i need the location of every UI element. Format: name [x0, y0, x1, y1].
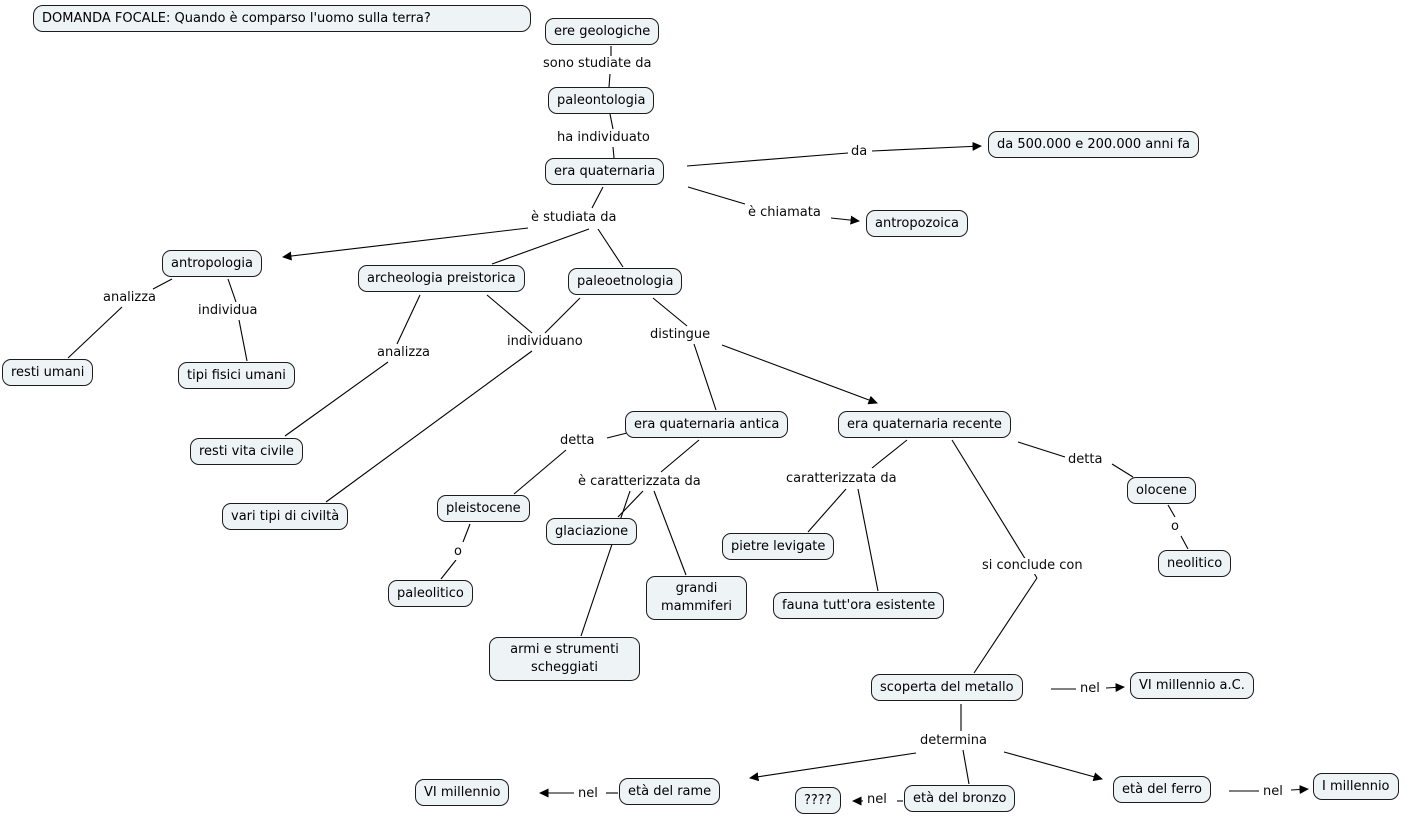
link-label-individuano: individuano [507, 334, 583, 349]
link-label-e-studiata-da: è studiata da [531, 210, 617, 225]
node-resti-umani[interactable]: resti umani [2, 359, 93, 386]
link-label-determina: determina [920, 733, 987, 748]
node-paleontologia[interactable]: paleontologia [548, 87, 654, 114]
node-era-quaternaria[interactable]: era quaternaria [545, 158, 664, 185]
link-label-nel-2: nel [578, 786, 598, 801]
link-label-nel-3: nel [867, 792, 887, 807]
link-label-o-2: o [1171, 519, 1179, 534]
node-paleolitico[interactable]: paleolitico [388, 580, 473, 607]
node-era-quaternaria-recente[interactable]: era quaternaria recente [838, 411, 1011, 438]
link-label-nel-1: nel [1080, 681, 1100, 696]
link-label-analizza-1: analizza [103, 290, 157, 305]
link-label-ha-individuato: ha individuato [557, 130, 650, 145]
node-vi-millennio[interactable]: VI millennio [415, 779, 509, 806]
link-label-e-chiamata: è chiamata [748, 205, 821, 220]
node-era-quaternaria-antica[interactable]: era quaternaria antica [625, 411, 788, 438]
link-label-nel-4: nel [1263, 784, 1283, 799]
node-eta-del-bronzo[interactable]: età del bronzo [904, 785, 1015, 812]
link-label-detta-1: detta [560, 433, 595, 448]
node-olocene[interactable]: olocene [1127, 477, 1196, 504]
focal-question-box: DOMANDA FOCALE: Quando è comparso l'uomo sulla terra? [33, 5, 531, 32]
node-armi-e-strumenti-scheggiati[interactable]: armi e strumenti scheggiati [489, 637, 640, 681]
node-fauna-tuttora-esistente[interactable]: fauna tutt'ora esistente [773, 592, 944, 619]
node-pietre-levigate[interactable]: pietre levigate [722, 533, 834, 560]
node-antropologia[interactable]: antropologia [162, 250, 262, 277]
node-eta-del-ferro[interactable]: età del ferro [1113, 776, 1211, 803]
node-neolitico[interactable]: neolitico [1158, 550, 1231, 577]
node-pleistocene[interactable]: pleistocene [437, 495, 530, 522]
link-label-caratterizzata-da: caratterizzata da [786, 471, 897, 486]
link-label-sono-studiate-da: sono studiate da [543, 56, 652, 71]
link-label-analizza-2: analizza [377, 345, 431, 360]
link-label-e-caratterizzata-da: è caratterizzata da [578, 474, 701, 489]
node-vi-millennio-ac[interactable]: VI millennio a.C. [1130, 672, 1254, 699]
node-grandi-mammiferi[interactable]: grandi mammiferi [646, 576, 747, 620]
node-scoperta-del-metallo[interactable]: scoperta del metallo [871, 674, 1023, 701]
node-ere-geologiche[interactable]: ere geologiche [545, 18, 659, 45]
node-antropozoica[interactable]: antropozoica [866, 210, 968, 237]
node-eta-del-rame[interactable]: età del rame [619, 778, 720, 805]
node-glaciazione[interactable]: glaciazione [546, 518, 637, 545]
link-label-da: da [851, 144, 868, 159]
node-unknown-millennium[interactable]: ???? [795, 787, 841, 814]
node-paleoetnologia[interactable]: paleoetnologia [568, 268, 682, 295]
node-vari-tipi-di-civilta[interactable]: vari tipi di civiltà [222, 503, 348, 530]
link-label-individua: individua [198, 303, 258, 318]
node-i-millennio[interactable]: I millennio [1313, 773, 1399, 800]
node-archeologia-preistorica[interactable]: archeologia preistorica [358, 265, 525, 292]
node-tipi-fisici-umani[interactable]: tipi fisici umani [178, 362, 295, 389]
link-label-distingue: distingue [650, 327, 711, 342]
link-label-si-conclude-con: si conclude con [982, 558, 1083, 573]
node-resti-vita-civile[interactable]: resti vita civile [190, 438, 303, 465]
node-da-500000-200000-anni-fa[interactable]: da 500.000 e 200.000 anni fa [988, 131, 1199, 158]
link-label-o-1: o [454, 544, 462, 559]
link-label-detta-2: detta [1068, 452, 1103, 467]
